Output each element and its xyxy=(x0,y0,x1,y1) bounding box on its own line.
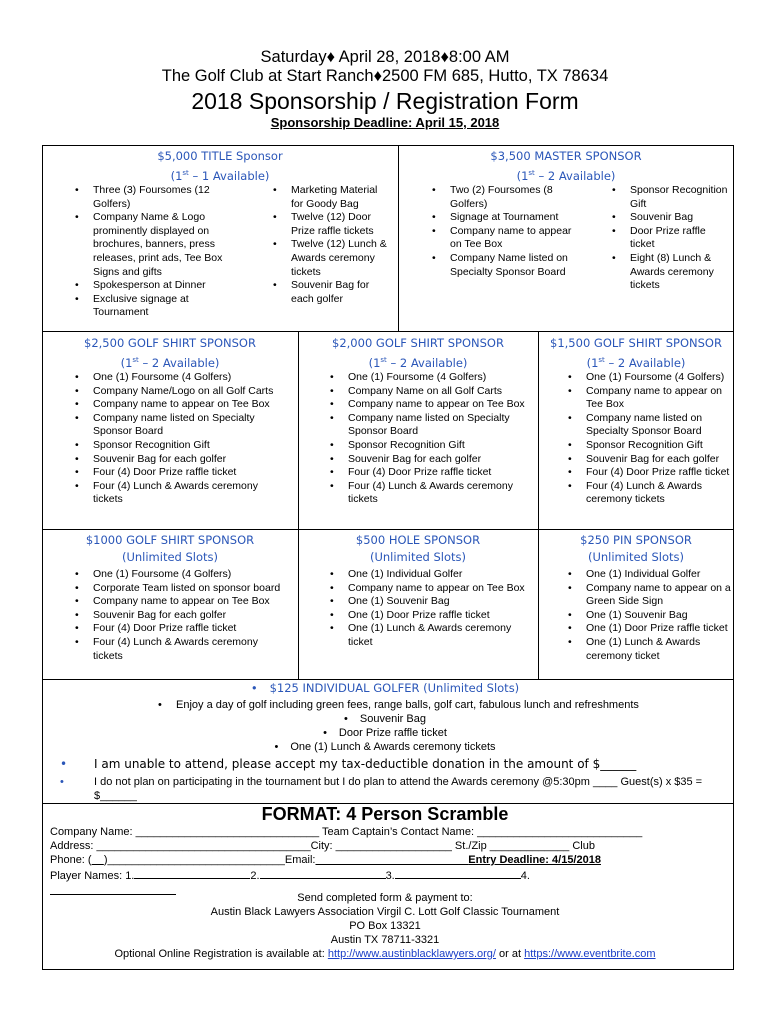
sponsor-1500-heading: $1,500 GOLF SHIRT SPONSOR (1st – 2 Available) xyxy=(550,336,722,370)
list-item: • One (1) Individual Golfer xyxy=(330,568,530,582)
list-item: • Four (4) Door Prize raffle ticket xyxy=(568,466,734,480)
list-item: • Company name to appear on Tee Box xyxy=(75,595,290,609)
list-item: • Company name to appear on a Green Side Sign xyxy=(568,582,734,609)
list-item: • Company name to appear on Tee Box xyxy=(330,582,530,596)
list-item: • Souvenir Bag for each golfer xyxy=(568,453,734,467)
list-item: • One (1) Lunch & Awards ceremony ticket xyxy=(330,622,530,649)
donation-option: • I am unable to attend, please accept my tax-deductible donation in the amount of $______ xyxy=(60,757,637,771)
page-title: 2018 Sponsorship / Registration Form xyxy=(191,88,579,114)
mailing-instructions: Send completed form & payment to: Austin Black Lawyers Association Virgil C. Lott Golf Classic Tournament PO Box 13321 Austin TX 78711-3321 Optional Online Registration is available at: http://www.austinblacklawyers.org/ or at https://www.eventbrite.com xyxy=(114,892,656,960)
title-sponsor-list-1 xyxy=(75,184,235,320)
awards-option: • I do not plan on participating in the tournament but I do plan to attend the Awards ceremony @5:30pm ____ Guest(s) x $35 = xyxy=(60,776,703,788)
list-item: • Souvenir Bag for each golfer xyxy=(330,453,530,467)
title-sponsor-list-2 xyxy=(273,184,388,306)
divider xyxy=(42,331,734,332)
list-item: • One (1) Lunch & Awards ceremony ticket xyxy=(568,636,734,663)
list-item: • Four (4) Lunch & Awards ceremony tickets xyxy=(75,636,290,663)
phone-email-field[interactable]: Phone: ( )_____________________________Email: Entry Deadline: 4/15/2018 xyxy=(50,854,601,866)
list-item: • Three (3) Foursomes (12 Golfers) xyxy=(75,184,235,211)
list-item: • One (1) Individual Golfer xyxy=(568,568,734,582)
format-heading: FORMAT: 4 Person Scramble xyxy=(261,804,509,824)
list-item: • Company Name on all Golf Carts xyxy=(330,385,530,399)
list-item: • Souvenir Bag for each golfer xyxy=(273,279,388,306)
individual-line-3: • Door Prize raffle ticket xyxy=(323,727,447,739)
list-item: • Twelve (12) Door Prize raffle tickets xyxy=(273,211,388,238)
player-names-field[interactable]: Player Names: 1. 2. 3. 4. xyxy=(50,867,650,899)
list-item: • One (1) Foursome (4 Golfers) xyxy=(568,371,734,385)
list-item: • Souvenir Bag xyxy=(612,211,732,225)
list-item: • Souvenir Bag for each golfer xyxy=(75,609,290,623)
sponsorship-deadline: Sponsorship Deadline: April 15, 2018 xyxy=(270,115,500,130)
master-sponsor-list-2 xyxy=(612,184,732,293)
list-item: • Marketing Material for Goody Bag xyxy=(273,184,388,211)
list-item: • Company name to appear on Tee Box xyxy=(330,398,530,412)
list-item: • Souvenir Bag for each golfer xyxy=(75,453,290,467)
list-item: • One (1) Foursome (4 Golfers) xyxy=(75,568,290,582)
event-location-line: The Golf Club at Start Ranch♦2500 FM 685, Hutto, TX 78634 xyxy=(161,67,609,85)
list-item: • One (1) Foursome (4 Golfers) xyxy=(330,371,530,385)
list-item: • Eight (8) Lunch & Awards ceremony tickets xyxy=(612,252,732,293)
individual-line-2: • Souvenir Bag xyxy=(344,713,426,725)
sponsor-2500-heading: $2,500 GOLF SHIRT SPONSOR (1st – 2 Available) xyxy=(84,336,256,370)
list-item: • Exclusive signage at Tournament xyxy=(75,293,235,320)
individual-line-1: • Enjoy a day of golf including green fees, range balls, golf cart, fabulous lunch and refreshments xyxy=(158,699,639,711)
list-item: • Four (4) Lunch & Awards ceremony tickets xyxy=(75,480,290,507)
list-item: • Four (4) Door Prize raffle ticket xyxy=(75,622,290,636)
list-item: • One (1) Souvenir Bag xyxy=(568,609,734,623)
list-item: • One (1) Door Prize raffle ticket xyxy=(330,609,530,623)
list-item: • Corporate Team listed on sponsor board xyxy=(75,582,290,596)
list-item: • Four (4) Lunch & Awards ceremony tickets xyxy=(568,480,734,507)
list-item: • Signage at Tournament xyxy=(432,211,577,225)
list-item: • Company name to appear on Tee Box xyxy=(75,398,290,412)
hole-sponsor-list xyxy=(330,568,530,650)
list-item: • Company Name & Logo prominently displayed on brochures, banners, press releases, print ads, Tee Box Signs and gifts xyxy=(75,211,235,279)
individual-line-4: • One (1) Lunch & Awards ceremony tickets xyxy=(274,741,496,753)
eventbrite-link[interactable]: https://www.eventbrite.com xyxy=(524,948,656,960)
list-item: • Sponsor Recognition Gift xyxy=(330,439,530,453)
title-sponsor-heading: $5,000 TITLE Sponsor (1st – 1 Available) xyxy=(157,149,283,183)
event-date-line: Saturday♦ April 28, 2018♦8:00 AM xyxy=(260,48,510,66)
sponsor-2500-list xyxy=(75,371,290,507)
company-name-field[interactable]: Company Name: ______________________________ Team Captain’s Contact Name: ___________________________ xyxy=(50,826,643,838)
list-item: • Company name listed on Specialty Sponsor Board xyxy=(330,412,530,439)
divider xyxy=(42,679,734,680)
pin-sponsor-list xyxy=(568,568,734,663)
list-item: • Company name listed on Specialty Sponsor Board xyxy=(568,412,734,439)
sponsor-1000-list xyxy=(75,568,290,663)
list-item: • Sponsor Recognition Gift xyxy=(612,184,732,211)
list-item: • Twelve (12) Lunch & Awards ceremony tickets xyxy=(273,238,388,279)
list-item: • One (1) Foursome (4 Golfers) xyxy=(75,371,290,385)
hole-sponsor-heading: $500 HOLE SPONSOR (Unlimited Slots) xyxy=(355,533,481,564)
list-item: • Sponsor Recognition Gift xyxy=(75,439,290,453)
sponsor-1500-list xyxy=(568,371,734,507)
pin-sponsor-heading: $250 PIN SPONSOR (Unlimited Slots) xyxy=(580,533,692,564)
list-item: • Company Name/Logo on all Golf Carts xyxy=(75,385,290,399)
list-item: • Company name to appear on Tee Box xyxy=(568,385,734,412)
list-item: • Four (4) Lunch & Awards ceremony tickets xyxy=(330,480,530,507)
divider xyxy=(42,529,734,530)
individual-golfer-heading: • $125 INDIVIDUAL GOLFER (Unlimited Slots) xyxy=(250,681,520,695)
sponsor-2000-list xyxy=(330,371,530,507)
awards-amount: $______ xyxy=(94,790,137,802)
sponsor-1000-heading: $1000 GOLF SHIRT SPONSOR (Unlimited Slots) xyxy=(85,533,255,564)
list-item: • Door Prize raffle ticket xyxy=(612,225,732,252)
list-item: • Four (4) Door Prize raffle ticket xyxy=(75,466,290,480)
address-field[interactable]: Address: ___________________________________City: ___________________ St./Zip _____________ Club xyxy=(50,840,595,852)
entry-deadline: Entry Deadline: 4/15/2018 xyxy=(468,854,601,866)
list-item: • Four (4) Door Prize raffle ticket xyxy=(330,466,530,480)
list-item: • One (1) Door Prize raffle ticket xyxy=(568,622,734,636)
list-item: • One (1) Souvenir Bag xyxy=(330,595,530,609)
list-item: • Sponsor Recognition Gift xyxy=(568,439,734,453)
master-sponsor-list-1 xyxy=(432,184,577,279)
master-sponsor-heading: $3,500 MASTER SPONSOR (1st – 2 Available) xyxy=(490,149,642,183)
list-item: • Spokesperson at Dinner xyxy=(75,279,235,293)
list-item: • Company name to appear on Tee Box xyxy=(432,225,577,252)
list-item: • Company Name listed on Specialty Sponsor Board xyxy=(432,252,577,279)
sponsor-2000-heading: $2,000 GOLF SHIRT SPONSOR (1st – 2 Available) xyxy=(332,336,504,370)
list-item: • Two (2) Foursomes (8 Golfers) xyxy=(432,184,577,211)
abla-website-link[interactable]: http://www.austinblacklawyers.org/ xyxy=(327,948,496,960)
list-item: • Company name listed on Specialty Sponsor Board xyxy=(75,412,290,439)
